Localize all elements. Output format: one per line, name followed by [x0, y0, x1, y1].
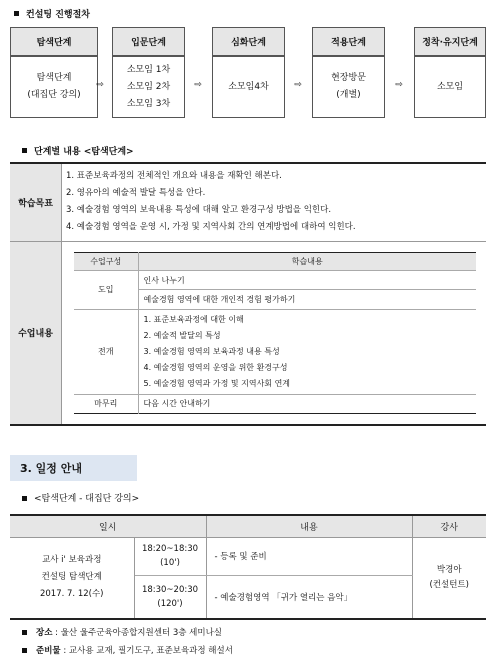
goal-item: 3. 예술경험 영역의 보육내용 특성에 대해 알고 환경구성 방법을 익힌다. [66, 205, 332, 216]
step-line: 소모임 3차 [126, 98, 171, 109]
goal-item: 1. 표준보육과정의 전체적인 개요와 내용을 재확인 해본다. [66, 171, 282, 182]
note-supplies [36, 644, 233, 656]
stage-detail-heading: 단계별 내용 <탐색단계> [34, 147, 134, 157]
header-instructor: 강사 [412, 515, 486, 537]
class-label: 수업내용 [10, 241, 62, 425]
step-line: 소모임 [436, 81, 464, 92]
step-body-apply [312, 56, 385, 118]
content-item: 4. 예술경험 영역의 운영을 위한 환경구성 [143, 362, 288, 372]
step-line: 소모임 2차 [126, 81, 171, 92]
content-develop [138, 309, 476, 394]
content-intro [138, 270, 476, 309]
note-location [36, 626, 222, 638]
stage-detail-table [10, 162, 486, 426]
content-item: 1. 표준보육과정에 대한 이해 [143, 314, 244, 324]
slot-content: - 예술경험영역 「귀가 열리는 음악」 [206, 575, 412, 619]
step-title-settle: 정착·유지단계 [414, 27, 486, 56]
content-item: 5. 예술경험 영역과 가정 및 지역사회 연계 [143, 378, 291, 388]
step-line: (대집단 강의) [27, 90, 81, 100]
header-content: 학습내용 [138, 252, 476, 270]
goals-row [10, 163, 486, 241]
content-item: 인사 나누기 [139, 271, 477, 290]
class-row [10, 241, 486, 425]
step-line: 소모임 1차 [126, 64, 171, 75]
slot-time: 18:20~18:30 [141, 544, 199, 554]
step-body-deepen [212, 56, 285, 118]
part-develop: 전개 [74, 309, 138, 394]
slot-duration: (10') [160, 558, 180, 568]
schedule-section-title: 3. 일정 안내 [10, 455, 137, 481]
table-row [74, 270, 476, 309]
step-line: 탐색단계 [36, 73, 72, 83]
bullet-square-icon [22, 648, 27, 653]
content-item: 2. 예술적 발달의 특성 [143, 330, 221, 340]
step-title-explore: 탐색단계 [10, 27, 98, 56]
goals-label: 학습목표 [10, 163, 62, 241]
step-line: (개별) [336, 90, 361, 100]
step-body-explore [10, 56, 98, 118]
time-cell [134, 537, 206, 575]
slot-time: 18:30~20:30 [141, 584, 199, 595]
note-label: 준비물 [36, 646, 61, 656]
step-body-settle [414, 56, 486, 118]
header-part: 수업구성 [74, 252, 138, 270]
bullet-square-icon [22, 148, 27, 153]
goals-cell [62, 163, 487, 241]
event-line: 교사 i' 보육과정 [42, 555, 102, 566]
bullet-square-icon [22, 630, 27, 635]
slot-content: - 등록 및 준비 [206, 537, 412, 575]
arrow-right-icon: ⇨ [294, 80, 302, 90]
event-line: 2017. 7. 12(수) [39, 589, 104, 600]
content-closing: 다음 시간 안내하기 [143, 398, 211, 408]
part-closing: 마무리 [74, 394, 138, 413]
step-title-apply: 적용단계 [312, 27, 385, 56]
table-row [74, 309, 476, 394]
step-title-intro: 입문단계 [112, 27, 185, 56]
goal-item: 2. 영유아의 예술적 발달 특성을 안다. [66, 188, 206, 199]
header-date: 일시 [10, 515, 206, 537]
schedule-subheading: <탐색단계 - 대집단 강의> [34, 494, 140, 504]
table-row [74, 394, 476, 413]
bullet-square-icon [14, 11, 19, 16]
part-intro: 도입 [74, 270, 138, 309]
instructor-role: (컨설턴트) [429, 579, 469, 590]
arrow-right-icon: ⇨ [194, 80, 202, 90]
header-content: 내용 [206, 515, 412, 537]
bullet-square-icon [22, 496, 27, 501]
class-table-header [74, 252, 476, 270]
event-line: 컨설팅 탐색단계 [41, 572, 102, 583]
step-line: 현장방문 [331, 73, 366, 83]
event-cell [10, 537, 134, 619]
schedule-header [10, 515, 486, 537]
note-text: : 교사용 교재, 필기도구, 표준보육과정 해설서 [60, 646, 233, 656]
instructor-name: 박경아 [436, 564, 462, 575]
class-cell [62, 241, 487, 425]
content-item: 3. 예술경험 영역의 보육과정 내용 특성 [143, 346, 280, 356]
note-label: 장소 [36, 628, 53, 638]
step-body-intro [112, 56, 185, 118]
slot-duration: (120') [157, 598, 183, 609]
step-line: 소모임4차 [228, 81, 269, 92]
content-item: 예술경험 영역에 대한 개인적 경험 평가하기 [143, 294, 296, 304]
arrow-right-icon: ⇨ [96, 80, 104, 90]
note-text: : 울산 울주군육아종합지원센터 3층 세미나실 [52, 628, 223, 638]
step-title-deepen: 심화단계 [212, 27, 285, 56]
time-cell [134, 575, 206, 619]
table-row [10, 537, 486, 575]
process-heading: 컨설팅 진행절차 [26, 10, 90, 20]
goal-item: 4. 예술경험 영역을 운영 시, 가정 및 지역사회 간의 연계방법에 대하여 익힌다. [66, 222, 356, 233]
instructor-cell [412, 537, 486, 619]
class-content-table [74, 252, 476, 414]
arrow-right-icon: ⇨ [395, 80, 403, 90]
schedule-table [10, 514, 486, 620]
